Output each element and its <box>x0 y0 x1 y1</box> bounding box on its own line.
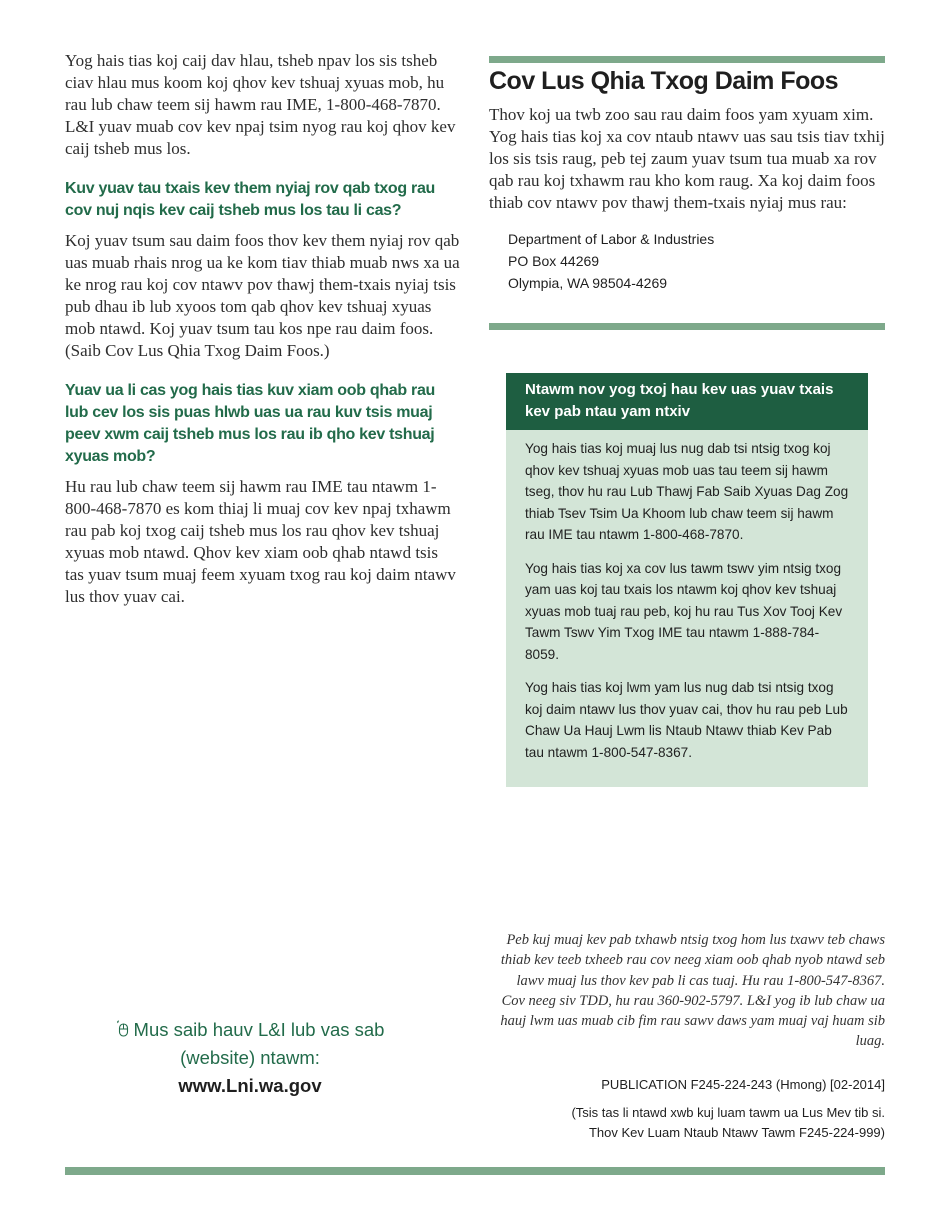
website-url-link[interactable]: www.Lni.wa.gov <box>178 1075 322 1096</box>
accessibility-disclaimer: Peb kuj muaj kev pab txhawb ntsig txog hom lus txawv teb chaws thiab kev teeb txheeb rau cov neeg xiam oob qhab nyob ntawd seb lawv muaj lus thov kev pab li cas tuaj. Hu rau 1-800-547-8367. Cov neeg siv TDD, hu rau 360-902-5797. L&I yog ib lub chaw ua hauj lwm uas muab cib fim rau sawv daws yam muaj vaj huam sib luag. <box>500 932 885 1050</box>
form-instructions-body: Thov koj ua twb zoo sau rau daim foos yam xyuam xim. Yog hais tias koj xa cov ntaub ntawv uas sau tsis tiav txhij los sis tsis raug, peb tej zaum yuav tsum tua muab xa rov qab rau koj txhawm rau kho kom raug. Xa koj daim foos thiab cov ntawv pov thawj them-txais nyiaj mus rau: <box>489 105 885 212</box>
form-instructions-title: Cov Lus Qhia Txog Daim Foos <box>489 67 839 95</box>
answer-disability: Hu rau lub chaw teem sij hawm rau IME tau ntawm 1-800-468-7870 es kom thiaj li muaj cov kev npaj txhawm rau pab koj txog caij tsheb mus los rau qhov kev tshuaj xyuas mob ntawd. Qhov kev xiam oob qhab ntawd tsis tas yuav tsum muaj feem xyuam txog rau koj daim ntawv lus thov yuav cai. <box>65 477 456 606</box>
intro-paragraph: Yog hais tias koj caij dav hlau, tsheb npav los sis tsheb ciav hlau mus koom koj qhov kev tshuaj xyuas mob, hu rau lub chaw teem sij hawm rau IME, 1-800-468-7870. L&I yuav muab cov kev npaj tsim nyog rau koj qhov kev caij tsheb mus los. <box>65 51 456 158</box>
address-line: PO Box 44269 <box>508 253 600 269</box>
mailing-address <box>508 228 885 294</box>
website-line1: Mus saib hauv L&I lub vas sab <box>133 1019 385 1040</box>
top-divider-rule <box>489 56 885 63</box>
help-box-title: Ntawm nov yog txoj hau kev uas yuav txais kev pab ntau yam ntxiv <box>506 373 868 430</box>
publication-note-line: (Tsis tas li ntawd xwb kuj luam tawm ua Lus Mev tib si. <box>571 1105 885 1120</box>
website-line2: (website) ntawm: <box>180 1047 320 1068</box>
publication-code: PUBLICATION F245-224-243 (Hmong) [02-2014] <box>601 1077 885 1092</box>
address-line: Department of Labor & Industries <box>508 231 715 247</box>
publication-note <box>500 1103 885 1143</box>
help-box-paragraph: Yog hais tias koj muaj lus nug dab tsi ntsig txog koj qhov kev tshuaj xyuas mob uas tau teem sij hawm tseg, thov hu rau Lub Thawj Fab Saib Xyuas Dag Zog thiab Tsev Tsim Ua Khoom lub chaw teem sij hawm rau IME tau ntawm 1-800-468-7870. <box>525 441 849 542</box>
website-callout <box>100 1016 400 1100</box>
section-divider-rule <box>489 323 885 330</box>
bottom-divider-rule <box>65 1167 885 1175</box>
help-box-paragraph: Yog hais tias koj lwm yam lus nug dab tsi ntsig txog koj daim ntawv lus thov yuav cai, thov hu rau peb Lub Chaw Ua Hauj Lwm lis Ntaub Ntawv thiab Kev Pab tau ntawm 1-800-547-8367. <box>525 680 848 760</box>
help-box-paragraph: Yog hais tias koj xa cov lus tawm tswv yim ntsig txog yam uas koj tau txais los ntawm koj qhov kev tshuaj xyuas mob tuaj rau peb, koj hu rau Tus Xov Tooj Kev Tawm Tswv Yim Txog IME tau ntawm 1-888-784-8059. <box>525 560 843 662</box>
mouse-icon <box>116 1020 130 1037</box>
form-instructions-section <box>489 67 885 294</box>
publication-note-line: Thov Kev Luam Ntaub Ntawv Tawm F245-224-999) <box>588 1125 885 1140</box>
answer-reimbursement: Koj yuav tsum sau daim foos thov kev them nyiaj rov qab uas muab rhais nrog ua ke kom tiav thiab muab nws xa ua ke nrog rau koj cov ntawv pov thawj them-txais nyiaj tsis pub dhau ib lub xyoos tom qab qhov kev tshuaj xyuas mob ntawd. Koj yuav tsum tau kos npe rau daim foos. (Saib Cov Lus Qhia Txog Daim Foos.) <box>65 231 460 360</box>
help-box <box>506 373 868 787</box>
question-reimbursement-heading: Kuv yuav tau txais kev them nyiaj rov qab txog rau cov nuj nqis kev caij tsheb mus los tau li cas? <box>65 180 436 219</box>
address-line: Olympia, WA 98504-4269 <box>508 275 668 291</box>
question-disability-heading: Yuav ua li cas yog hais tias kuv xiam oob qhab rau lub cev los sis puas hlwb uas ua rau kuv tsis muaj peev xwm caij tsheb mus los rau ib qho kev tshuaj xyuas mob? <box>65 382 436 465</box>
left-column <box>65 50 460 608</box>
